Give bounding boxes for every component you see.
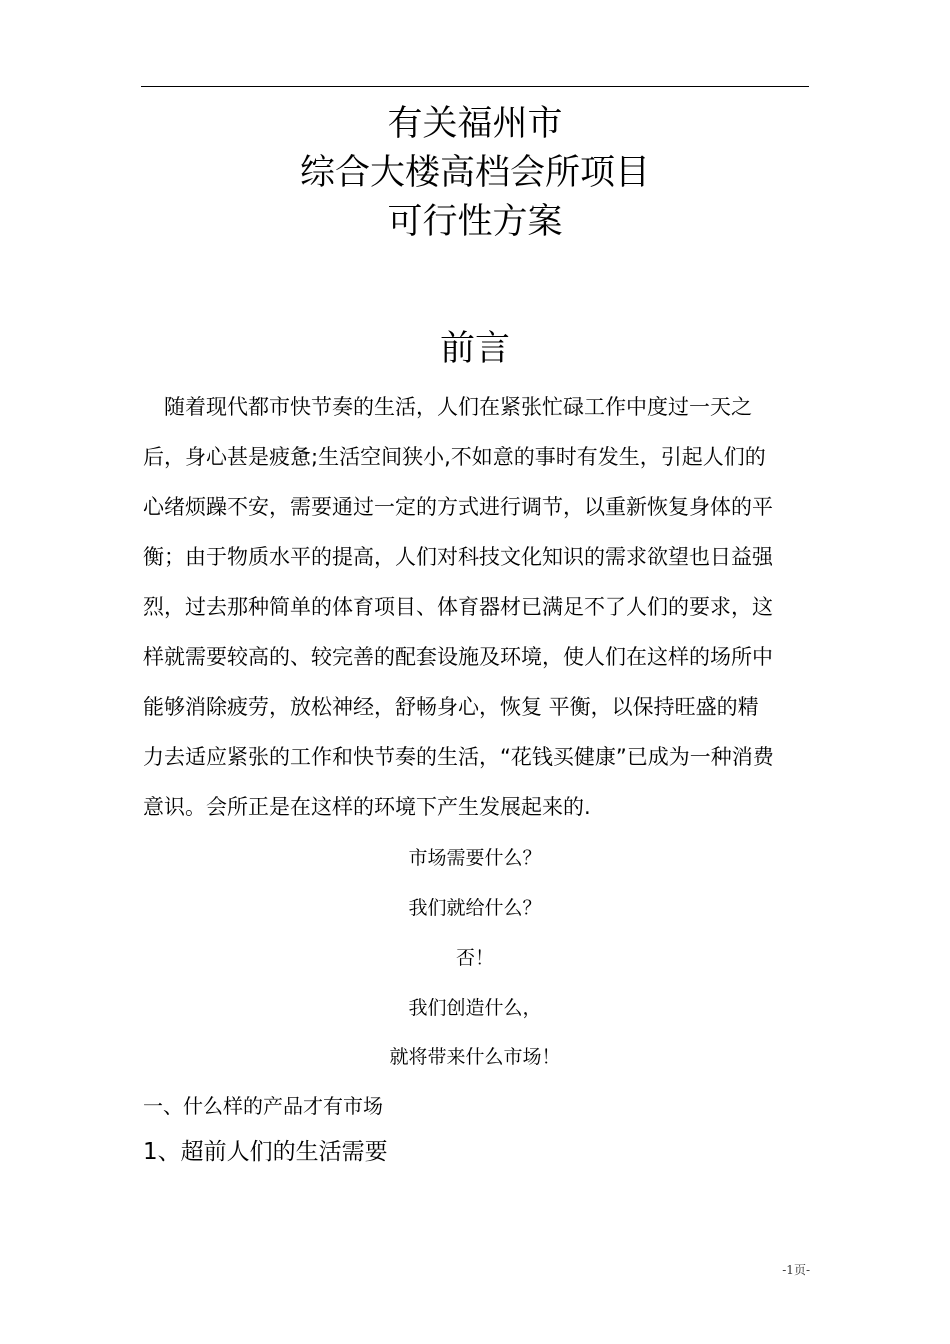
slogan-line: 我们创造什么， [408,997,542,1019]
subsection-heading-1: 1、超前人们的生活需要 [143,1139,388,1165]
paragraph-line: 烈，过去那种简单的体育项目、体育器材已满足不了人们的要求，这 [143,595,773,619]
paragraph-line: 意识。会所正是在这样的环境下产生发展起来的. [143,795,591,819]
paragraph-line: 能够消除疲劳，放松神经，舒畅身心，恢复 平衡，以保持旺盛的精 [143,695,759,719]
paragraph-line: 随着现代都市快节奏的生活，人们在紧张忙碌工作中度过一天之 [143,395,752,419]
slogan-line: 就将带来什么市场！ [389,1046,561,1068]
slogan-line: 市场需要什么？ [408,847,542,869]
document-title-line-3: 可行性方案 [387,202,563,242]
paragraph-line: 力去适应紧张的工作和快节奏的生活，“花钱买健康”已成为一种消费 [143,745,774,769]
header-rule [141,86,809,87]
section-heading-1: 一、什么样的产品才有市场 [143,1094,383,1118]
document-title-line-2: 综合大楼高档会所项目 [299,153,650,193]
slogan-line: 否！ [455,947,494,969]
paragraph-line: 样就需要较高的、较完善的配套设施及环境，使人们在这样的场所中 [143,645,773,669]
slogan-line: 我们就给什么？ [408,897,542,919]
paragraph-line: 衡；由于物质水平的提高，人们对科技文化知识的需求欲望也日益强 [143,545,773,569]
paragraph-line: 心绪烦躁不安，需要通过一定的方式进行调节，以重新恢复身体的平 [143,495,773,519]
preface-heading: 前言 [439,329,510,369]
paragraph-line: 后，身心甚是疲惫;生活空间狭小,不如意的事时有发生，引起人们的 [143,445,766,469]
document-title-line-1: 有关福州市 [387,104,563,144]
page-number: -1页- [782,1263,810,1277]
